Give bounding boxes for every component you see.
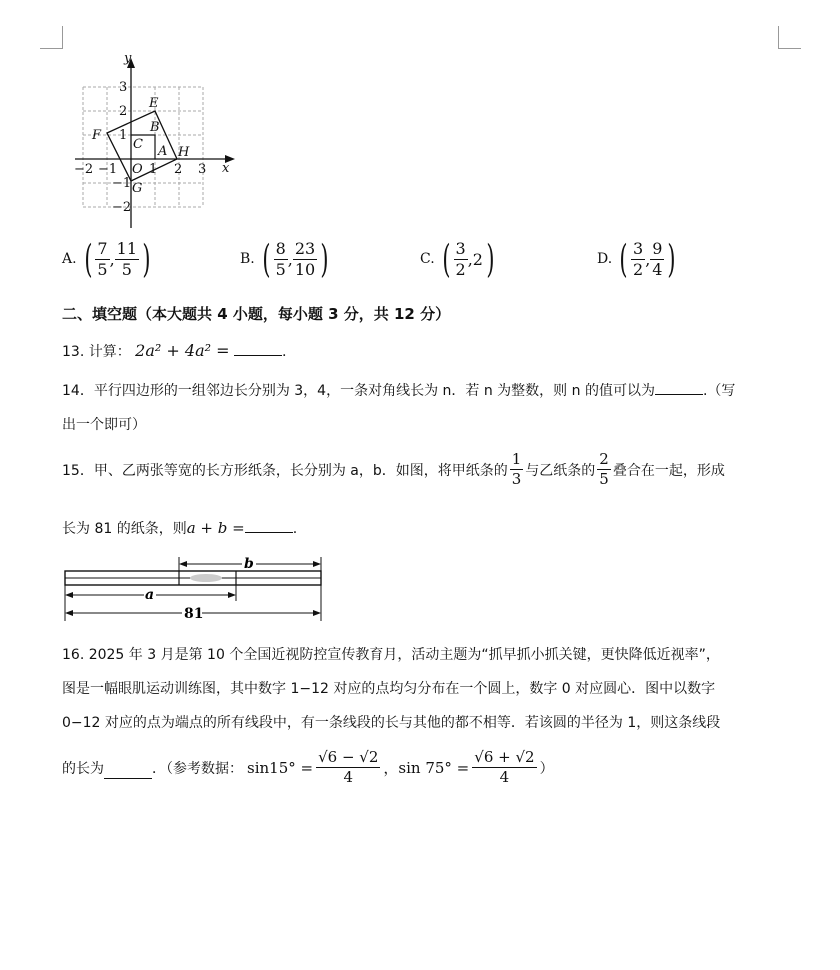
- paper-strip-figure: [60, 553, 330, 625]
- question-14-line2: 出一个即可）: [62, 417, 146, 433]
- point-e-label: E: [149, 96, 159, 111]
- tick-y-1: 1: [119, 128, 128, 143]
- q16-answer-blank[interactable]: [104, 766, 152, 779]
- tick-y-neg1: −1: [112, 176, 132, 191]
- option-c-label: C.: [420, 251, 435, 267]
- tick-y-neg2: −2: [112, 200, 132, 215]
- option-b[interactable]: B. ( $\frac{8}{5}$ , $\frac{23}{10}$ ): [240, 237, 329, 281]
- question-15-line2: 长为 81 的纸条，则a + b = .: [62, 519, 298, 537]
- tick-x-neg1: −1: [98, 162, 118, 177]
- tick-y-3: 3: [119, 80, 128, 95]
- option-b-y: $\frac{23}{10}$: [294, 238, 316, 279]
- option-b-x: $\frac{8}{5}$: [275, 238, 286, 279]
- point-b-label: B: [150, 120, 160, 135]
- option-c[interactable]: C. ( $\frac{3}{2}$ , 2 ): [420, 237, 495, 281]
- label-b: b: [244, 556, 254, 572]
- option-d-y: $\frac{9}{4}$: [652, 238, 663, 279]
- tick-x-3: 3: [198, 162, 207, 177]
- question-15-line1: 15．甲、乙两张等宽的长方形纸条，长分别为 a，b．如图，将甲纸条的 $\frac{1}{3}$ 与乙纸条的 $\frac{2}{5}$ 叠合在一起，形成: [62, 450, 725, 488]
- sin15-fraction: $\frac{√6 - √2}{4}$: [318, 748, 379, 786]
- coordinate-figure: [70, 50, 240, 232]
- crop-mark-top-left: [40, 26, 63, 49]
- y-axis-label: y: [124, 51, 132, 66]
- q15-answer-blank[interactable]: [245, 520, 293, 533]
- question-16-line3: 0−12 对应的点为端点的所有线段中，有一条线段的长与其他的都不相等．若该圆的半径为 1，则这条线段: [62, 715, 721, 731]
- tick-x-neg2: −2: [74, 162, 94, 177]
- point-a-label: A: [158, 144, 168, 159]
- option-d[interactable]: D. ( $\frac{3}{2}$ , $\frac{9}{4}$ ): [597, 237, 676, 281]
- tick-x-2: 2: [174, 162, 183, 177]
- overlap-shading: [190, 574, 222, 582]
- option-a-label: A.: [62, 251, 77, 267]
- x-axis-label: x: [222, 161, 230, 176]
- crop-mark-top-right: [778, 26, 801, 49]
- point-h-label: H: [178, 145, 190, 160]
- point-f-label: F: [92, 128, 102, 143]
- option-a-x: $\frac{7}{5}$: [97, 238, 108, 279]
- option-c-y: 2: [472, 249, 483, 269]
- option-d-label: D.: [597, 251, 613, 267]
- question-16-line1: 16. 2025 年 3 月是第 10 个全国近视防控宣传教育月，活动主题为“抓早抓小抓关键，更快降低近视率”，: [62, 647, 720, 663]
- question-13: 13. 计算： 2a² + 4a² = .: [62, 341, 287, 360]
- q15-fraction-2-5: $\frac{2}{5}$: [599, 450, 609, 488]
- option-b-label: B.: [240, 251, 255, 267]
- question-16-line2: 图是一幅眼肌运动训练图，其中数字 1−12 对应的点均匀分布在一个圆上，数字 0 对应圆心．图中以数字: [62, 681, 716, 697]
- option-a-y: $\frac{11}{5}$: [116, 238, 138, 279]
- q13-answer-blank[interactable]: [234, 343, 282, 356]
- q14-answer-blank[interactable]: [655, 382, 703, 395]
- option-c-x: $\frac{3}{2}$: [455, 238, 466, 279]
- section-2-heading: 二、填空题（本大题共 4 小题，每小题 3 分，共 12 分）: [62, 305, 451, 323]
- option-a[interactable]: A. ( $\frac{7}{5}$ , $\frac{11}{5}$ ): [62, 237, 151, 281]
- question-14-line1: 14．平行四边形的一组邻边长分别为 3，4，一条对角线长为 n．若 n 为整数，则 n 的值可以为 .（写: [62, 383, 736, 399]
- option-d-x: $\frac{3}{2}$: [633, 238, 644, 279]
- point-g-label: G: [132, 181, 143, 196]
- tick-y-2: 2: [119, 104, 128, 119]
- tick-x-1: 1: [149, 162, 158, 177]
- point-c-label: C: [133, 137, 143, 152]
- q15-fraction-1-3: $\frac{1}{3}$: [511, 450, 522, 488]
- question-16-line4: 的长为 ．（参考数据： sin15° = $\frac{√6 - √2}{4}$ ，sin 75° = $\frac{√6 + √2}{4}$ ）: [62, 748, 554, 786]
- label-a: a: [145, 587, 155, 603]
- origin-label: O: [132, 162, 143, 177]
- sin75-fraction: $\frac{√6 + √2}{4}$: [474, 748, 535, 786]
- label-81: 81: [184, 606, 204, 622]
